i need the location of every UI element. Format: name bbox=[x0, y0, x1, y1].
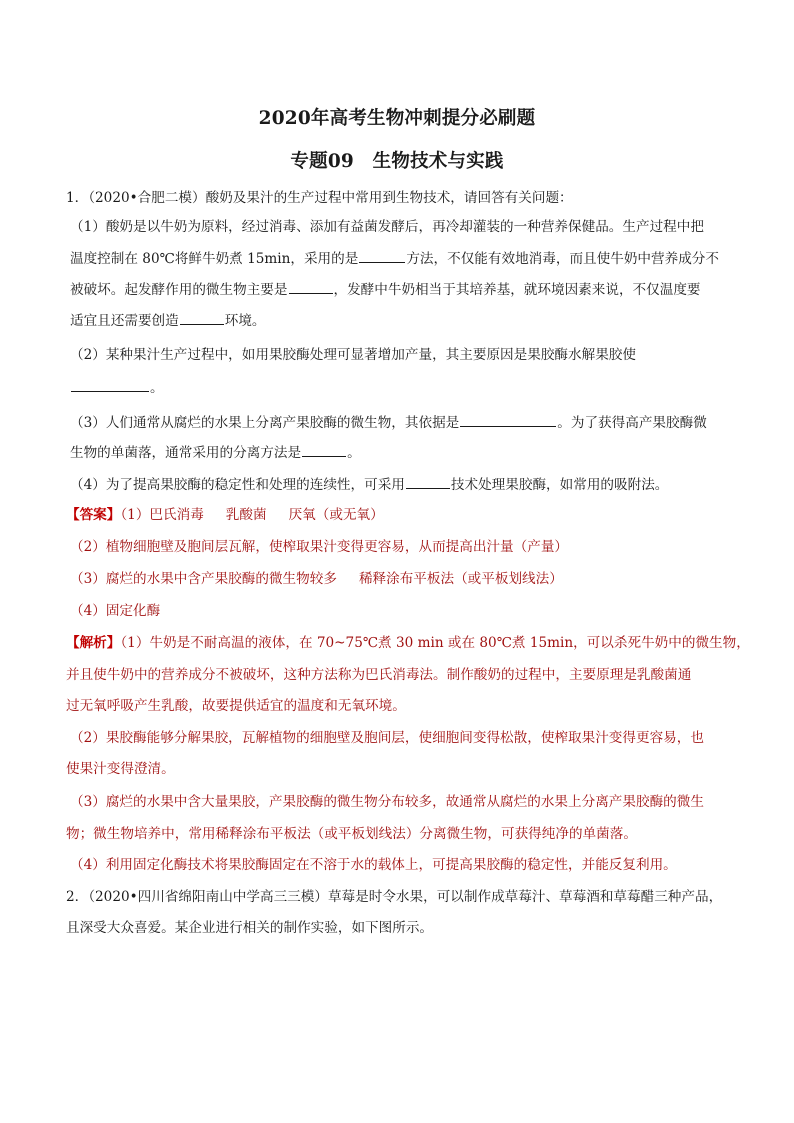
answer-blank bbox=[302, 443, 346, 457]
answer-line-3 bbox=[70, 570, 750, 588]
text-segment: 。为了获得高产果胶酶微 bbox=[557, 415, 707, 431]
question-1-stem: 1．（2020•合肥二模）酸奶及果汁的生产过程中常用到生物技术，请回答有关问题： bbox=[66, 190, 573, 206]
answer-blank bbox=[71, 378, 149, 392]
page-subtitle: 专题09 生物技术与实践 bbox=[290, 151, 504, 172]
answer-text: （1）巴氏消毒 bbox=[120, 507, 204, 523]
text-segment: 温度控制在 80℃将鲜牛奶煮 15min，采用的是 bbox=[70, 251, 359, 267]
text-segment: 技术处理果胶酶，如常用的吸附法。 bbox=[450, 477, 669, 493]
answer-line-4: （4）固定化酶 bbox=[70, 603, 161, 619]
analysis-line-2: 并且使牛奶中的营养成分不被破坏，这种方法称为巴氏消毒法。制作酸奶的过程中，主要原理是乳酸菌通 bbox=[66, 667, 692, 683]
answer-text: （3）腐烂的水果中含产果胶酶的微生物较多 bbox=[70, 571, 337, 587]
analysis-line-8: （4）利用固定化酶技术将果胶酶固定在不溶于水的载体上，可提高果胶酶的稳定性，并能反复利用。 bbox=[70, 857, 677, 873]
text-segment: 环境。 bbox=[224, 313, 266, 329]
analysis-line-4: （2）果胶酶能够分解果胶，瓦解植物的细胞壁及胞间层，使细胞间变得松散，使榨取果汁变得更容易，也 bbox=[70, 730, 704, 746]
q1-part2-line2 bbox=[70, 378, 750, 397]
q1-part1-line3 bbox=[70, 280, 750, 299]
text-segment: （4）为了提高果胶酶的稳定性和处理的连续性，可采用 bbox=[70, 477, 405, 493]
q1-part1-line2 bbox=[70, 249, 750, 268]
q1-part3-line1 bbox=[70, 413, 750, 432]
q1-part1-line4 bbox=[70, 311, 750, 330]
analysis-line-6: （3）腐烂的水果中含大量果胶，产果胶酶的微生物分布较多，故通常从腐烂的水果上分离产果胶酶的微生 bbox=[70, 794, 704, 810]
text-segment: 方法，不仅能有效地消毒，而且使牛奶中营养成分不 bbox=[406, 251, 719, 267]
text-segment: 。 bbox=[150, 380, 164, 396]
text-segment: 被破坏。起发酵作用的微生物主要是 bbox=[70, 282, 288, 298]
question-2-line1: 2．（2020•四川省绵阳南山中学高三三模）草莓是时令水果，可以制作成草莓汁、草莓酒和草莓醋三种产品， bbox=[66, 889, 723, 905]
answer-line-1 bbox=[66, 506, 746, 524]
q1-part1-line1: （1）酸奶是以牛奶为原料，经过消毒、添加有益菌发酵后，再冷却灌装的一种营养保健品。生产过程中把 bbox=[70, 219, 704, 235]
answer-text: 厌氧（或无氧） bbox=[288, 507, 384, 523]
answer-text: 稀释涂布平板法（或平板划线法） bbox=[358, 571, 563, 587]
analysis-line-3: 过无氧呼吸产生乳酸，故要提供适宜的温度和无氧环境。 bbox=[66, 698, 406, 714]
answer-blank bbox=[460, 413, 556, 427]
page-title: 2020年高考生物冲刺提分必刷题 bbox=[258, 108, 536, 129]
text-segment: （3）人们通常从腐烂的水果上分离产果胶酶的微生物，其依据是 bbox=[70, 415, 460, 431]
text-segment: 。 bbox=[347, 445, 361, 461]
answer-tag: 【答案】 bbox=[66, 507, 121, 523]
analysis-line-1 bbox=[66, 634, 750, 652]
answer-blank bbox=[359, 249, 405, 263]
analysis-line-5: 使果汁变得澄清。 bbox=[66, 761, 175, 777]
text-segment: 生物的单菌落，通常采用的分离方法是 bbox=[70, 445, 302, 461]
answer-blank bbox=[180, 311, 224, 325]
q1-part2-line1: （2）某种果汁生产过程中，如用果胶酶处理可显著增加产量，其主要原因是果胶酶水解果胶使 bbox=[70, 347, 636, 363]
q1-part4-line1 bbox=[70, 475, 750, 494]
text-segment: ，发酵中牛奶相当于其培养基，就环境因素来说，不仅温度要 bbox=[333, 282, 701, 298]
answer-blank bbox=[406, 475, 450, 489]
answer-text: 乳酸菌 bbox=[225, 507, 267, 523]
analysis-text: （1）牛奶是不耐高温的液体，在 70~75℃煮 30 min 或在 80℃煮 15min，可以杀死牛奶中的微生物， bbox=[120, 635, 750, 651]
text-segment: 适宜且还需要创造 bbox=[70, 313, 179, 329]
analysis-tag: 【解析】 bbox=[66, 635, 121, 651]
analysis-line-7: 物；微生物培养中，常用稀释涂布平板法（或平板划线法）分离微生物，可获得纯净的单菌落。 bbox=[66, 826, 637, 842]
answer-blank bbox=[289, 280, 333, 294]
q1-part3-line2 bbox=[70, 443, 750, 462]
question-2-line2: 且深受大众喜爱。某企业进行相关的制作实验，如下图所示。 bbox=[66, 920, 434, 936]
answer-line-2: （2）植物细胞壁及胞间层瓦解，使榨取果汁变得更容易，从而提高出汁量（产量） bbox=[70, 539, 569, 555]
